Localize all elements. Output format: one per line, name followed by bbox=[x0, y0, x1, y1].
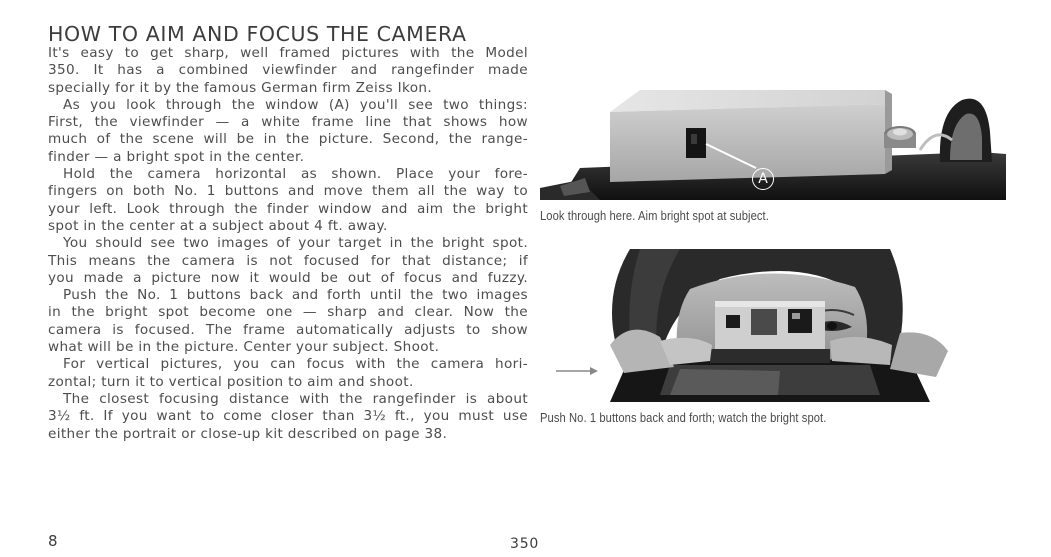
text-line: 350. It has a combined viewfinder and rangefinder made bbox=[48, 62, 528, 79]
text-line: You should see two images of your target in the bright spot. bbox=[63, 235, 528, 252]
text-line: As you look through the window (A) you'll see two things: bbox=[63, 96, 528, 113]
text-line: specially for it by the famous German firm Zeiss Ikon. bbox=[48, 79, 433, 96]
text-line: finder — a bright spot in the center. bbox=[48, 148, 305, 165]
text-line: in the bright spot become one — sharp and clear. Now the bbox=[48, 304, 528, 321]
text-line: Hold the camera horizontal as shown. Place your fore- bbox=[63, 166, 528, 183]
text-line: what will be in the picture. Center your subject. Shoot. bbox=[48, 339, 440, 356]
figure-caption: Push No. 1 buttons back and forth; watch the bright spot. bbox=[540, 410, 827, 425]
text-line: spot in the center at a subject about 4 ft. away. bbox=[48, 217, 388, 234]
text-line: zontal; turn it to vertical position to aim and shoot. bbox=[48, 373, 414, 390]
page-title: HOW TO AIM AND FOCUS THE CAMERA bbox=[48, 22, 467, 46]
text-line: fingers on both No. 1 buttons and move them all the way to bbox=[48, 183, 528, 200]
text-line: It's easy to get sharp, well framed pictures with the Model bbox=[48, 45, 528, 61]
text-line: either the portrait or close-up kit described on page 38. bbox=[48, 425, 448, 442]
text-line: your left. Look through the finder window and aim the bright bbox=[48, 200, 528, 217]
text-line: First, the viewfinder — a white frame line that shows how bbox=[48, 114, 528, 131]
camera-focusing-photo bbox=[540, 249, 1006, 402]
text-line: you made a picture now it would be out of focus and fuzzy. bbox=[48, 269, 528, 286]
text-line: For vertical pictures, you can focus with the camera hori- bbox=[63, 356, 528, 373]
text-line: camera is focused. The frame automatically adjusts to show bbox=[48, 321, 528, 338]
text-line: This means the camera is not focused for that distance; if bbox=[48, 252, 528, 269]
text-line: much of the scene will be in the picture. Second, the range- bbox=[48, 131, 528, 148]
model-number: 350 bbox=[510, 536, 540, 552]
figure-caption: Look through here. Aim bright spot at subject. bbox=[540, 208, 769, 223]
page-number: 8 bbox=[48, 532, 58, 550]
window-label-a: A bbox=[752, 168, 774, 190]
instruction-text bbox=[48, 45, 528, 443]
text-line: The closest focusing distance with the rangefinder is about bbox=[63, 390, 528, 407]
text-line: 3½ ft. If you want to come closer than 3½ ft., you must use bbox=[48, 408, 528, 425]
text-line: Push the No. 1 buttons back and forth until the two images bbox=[63, 287, 528, 304]
